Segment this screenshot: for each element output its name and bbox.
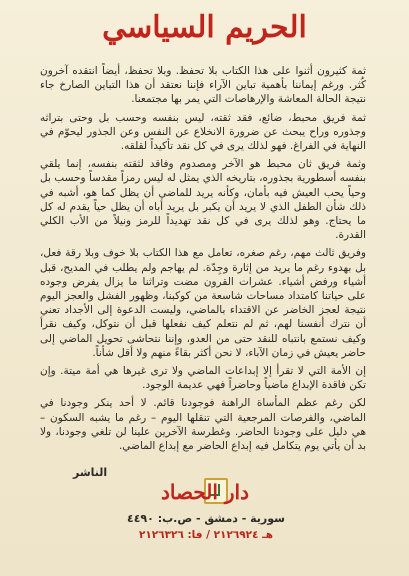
- paragraph: وفريق ثالث مهم، رغم صغره، تعامل مع هذا الكتاب بلا خوف وبلا رقة فعل، بل بهدوء رغم ما يريد من إثارة وجِدّة. لم يهاجم ولم يطلب في المديح، قبل أشياء ورفض أشياء. عشرات القرون مضت وتراثنا ما يزال يفرض وجوده على حياتنا كامتداد مساحات شاسعة من كوكبنا، وظهور الفشل والعجز اليوم نتيجة لعجز الخاضر عن الاقتداء بالماضي، وليست الدعوة إلى الأجداد تعني أن نترك أنفسنا لهم، ثم لم نتعلم كيف نفعلها قبل أن نتوكل، وكيف نقرأ وكيف نستمع بانتباه للنقد حتى من العدو، وإننا نتحاشى تحويل الماضي إلى حاضر يعيش في زمان الآباء، لا نحن أكثر بقاءً منهم ولا أقل شأناً.: [40, 247, 366, 359]
- paragraph: لكن رغم عظم المأساة الراهنة فوجودنا قائم. لا أحد ينكر وجودنا في الماضي، والفرصات المرجعية التي تنقلها اليوم – رغم ما يشبه السكون – هي دليل على وجودنا الحاضر. وغطرسة الآخرين علينا لن تلغي وجودنا، ولا بد أن يأتي يوم يتكامل فيه إبداع الحاضر مع إبداع الماضي.: [40, 397, 366, 453]
- publisher-address: سورية - دمشق - ص.ب: ٤٤٩٠: [127, 512, 285, 525]
- publisher-label: الناشر: [73, 466, 108, 479]
- body-text: [40, 64, 366, 457]
- paragraph: ثمة فريق محبط، ضائع، فقد ثقته، ليس بنفسه وحسب بل وحتى بتراثه وجذوره وراح يبحث عن ضرورة الانخلاع عن النفس وعن الجذور ليحوّم في النهاية في الفراغ. فهو لذلك يرى في كل نقد تأكيداً لقلقه.: [40, 111, 366, 153]
- paragraph: وثمة فريق ثان محبط هو الآخر ومصدوم وفاقد لثقته بنفسه، إنما يلقي بنفسه أسطورية بجذوره، بتاريخه الذي يمثل له ليس رمزاً مقدساً وحسب بل وحياً يحب العيش فيه بأمان، وكأنه يريد للماضي أن يظل كما هو، أشبه في ذلك شأن الطفل الذي لا يريد أن يكبر بل يريد أباه أن يظل حياً يقدم له كل ما يحتاج. وهو لذلك يرى في كل نقد تهديداً للرمز ونيلاً من الأب الكلي القدرة.: [40, 158, 366, 242]
- publisher-logo-text: دار الحصاد: [161, 480, 249, 504]
- publisher-phone: هـ ٢١٢٦٩٢٤ / فا: ٢١٢٦٣٢٦: [138, 529, 274, 541]
- page-title: الحريم السياسي: [102, 10, 307, 45]
- paragraph: إن الأمة التي لا تقرأ إلا إبداعات الماضي ولا ترى غيرها هي أمة ميتة. وإن تكن فاقدة الإبداع ماضياً وحاضراً فهي عديمة الوجود.: [40, 365, 366, 392]
- paragraph: ثمة كثيرون أثنوا على هذا الكتاب بلا تحفظ. وبلا تحفظ، أيضاً انتقده آخرون كُثر. ورغم إيماننا بأهمية تباين الآراء فإننا نعتقد أن هذا التباين الصارخ جاء نتيجة الحالة المعاشة والإرهاصات التي يمر بها مجتمعنا.: [40, 65, 366, 106]
